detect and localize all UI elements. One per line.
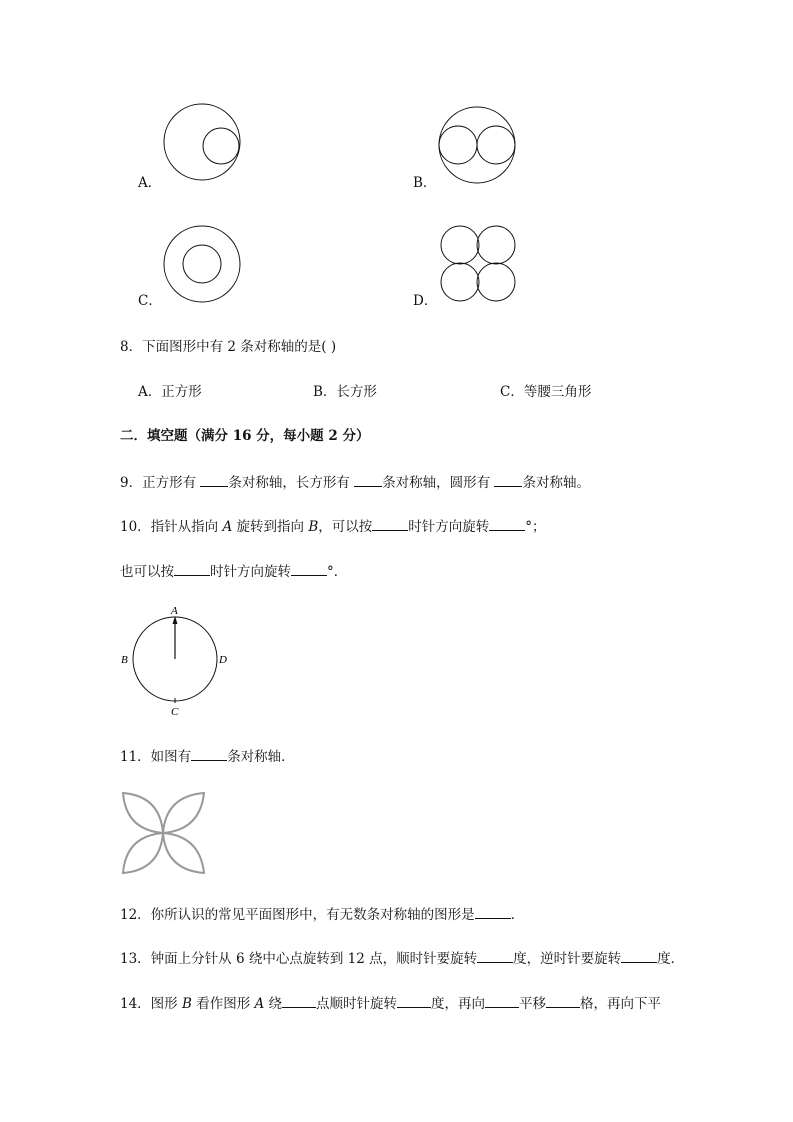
figure-c-outer-circle	[164, 226, 240, 302]
q10-blank-2[interactable]	[489, 516, 525, 531]
q9-blank-2[interactable]	[354, 472, 382, 487]
q10-blank-3[interactable]	[174, 561, 210, 576]
q14-var-b: B	[181, 996, 192, 1012]
dial-label-b: B	[121, 654, 128, 666]
q10-l2-part-3: °．	[327, 564, 348, 580]
q13-blank-1[interactable]	[477, 948, 513, 963]
q13-part-3: 度．	[657, 951, 685, 967]
petal-bottom-left	[123, 833, 163, 873]
q14-part-7: 格，再向下平	[580, 996, 662, 1012]
dial-label-d: D	[219, 654, 227, 666]
q12-blank[interactable]	[475, 904, 511, 919]
figure-a-outer-circle	[164, 104, 240, 180]
q7-option-b-label[interactable]: B．	[413, 175, 437, 191]
q9-part-1: 9．正方形有	[120, 475, 201, 491]
dial-label-a: A	[171, 605, 178, 617]
q9-blank-3[interactable]	[494, 472, 522, 487]
q14-part-3: 绕	[264, 996, 283, 1012]
q14-var-a: A	[254, 996, 265, 1012]
q10-line-1	[120, 516, 546, 536]
q11-part-2: 条对称轴．	[227, 749, 295, 765]
q9-part-3: 条对称轴，圆形有	[382, 475, 495, 491]
petal-top-right	[163, 793, 204, 833]
q14-blank-3[interactable]	[485, 993, 519, 1008]
figure-b-right-circle	[477, 126, 515, 164]
figure-c-inner-circle	[183, 245, 221, 283]
q10-var-b: B	[308, 519, 319, 535]
q13-blank-2[interactable]	[621, 948, 657, 963]
q13-part-1: 13．钟面上分针从 6 绕中心点旋转到 12 点，顺时针要旋转	[120, 951, 478, 967]
q11-blank[interactable]	[191, 746, 227, 761]
figure-a-inner-circle	[203, 128, 239, 164]
figure-b-left-circle	[439, 126, 477, 164]
section-2-heading: 二．填空题（满分 16 分，每小题 2 分）	[120, 428, 370, 444]
q14-blank-2[interactable]	[397, 993, 431, 1008]
q14-part-1: 14．图形	[120, 996, 182, 1012]
q14-part-4: 点顺时针旋转	[316, 996, 398, 1012]
q12-part-2: ．	[510, 907, 525, 923]
q10-l1-part-4: 时针方向旋转	[408, 519, 490, 535]
q7-figure-a	[160, 100, 250, 190]
dial-label-c: C	[171, 706, 179, 718]
figure-d-circle-tl	[441, 226, 479, 264]
q14-part-2: 看作图形	[191, 996, 255, 1012]
q8-option-b[interactable]: B．长方形	[313, 384, 377, 400]
q8-stem: 8．下面图形中有 2 条对称轴的是( )	[120, 339, 337, 355]
q8-option-a[interactable]: A．正方形	[138, 384, 202, 400]
q10-l2-part-2: 时针方向旋转	[210, 564, 291, 580]
q14-text	[120, 993, 661, 1013]
q13-part-2: 度，逆时针要旋转	[513, 951, 622, 967]
q10-blank-1[interactable]	[372, 516, 408, 531]
q10-blank-4[interactable]	[291, 561, 327, 576]
q12-part-1: 12．你所认识的常见平面图形中，有无数条对称轴的图形是	[120, 907, 475, 923]
q10-l1-part-1: 10．指针从指向	[120, 519, 223, 535]
q7-option-c-label[interactable]: C．	[138, 293, 162, 309]
q11-petal-figure	[118, 788, 210, 880]
q12-text	[120, 904, 524, 924]
q11-part-1: 11．如图有	[120, 749, 192, 765]
q7-figure-b	[430, 100, 530, 190]
q14-blank-1[interactable]	[282, 993, 316, 1008]
q14-blank-4[interactable]	[546, 993, 580, 1008]
q13-text	[120, 948, 684, 968]
q7-figure-d	[430, 220, 530, 310]
q10-l1-part-5: °；	[525, 519, 546, 535]
q10-l1-part-3: ，可以按	[318, 519, 373, 535]
q9-part-4: 条对称轴。	[522, 475, 590, 491]
figure-d-circle-bl	[441, 263, 479, 301]
q7-figure-c	[160, 222, 250, 312]
q14-part-6: 平移	[519, 996, 547, 1012]
petal-top-left	[123, 793, 163, 833]
q9-blank-1[interactable]	[200, 472, 228, 487]
petal-bottom-right	[163, 833, 204, 873]
q7-option-a-label[interactable]: A．	[138, 175, 162, 191]
figure-d-circle-tr	[477, 226, 515, 264]
q9-text	[120, 472, 590, 492]
q10-l2-part-1: 也可以按	[120, 564, 174, 580]
q9-part-2: 条对称轴，长方形有	[228, 475, 355, 491]
q11-text	[120, 746, 295, 766]
q10-line-2	[120, 561, 347, 581]
q10-var-a: A	[222, 519, 233, 535]
q10-dial-figure	[115, 602, 240, 720]
figure-d-circle-br	[477, 263, 515, 301]
q8-option-c[interactable]: C．等腰三角形	[500, 384, 592, 400]
q10-l1-part-2: 旋转到指向	[232, 519, 309, 535]
q7-option-d-label[interactable]: D．	[413, 293, 438, 309]
q14-part-5: 度，再向	[431, 996, 486, 1012]
